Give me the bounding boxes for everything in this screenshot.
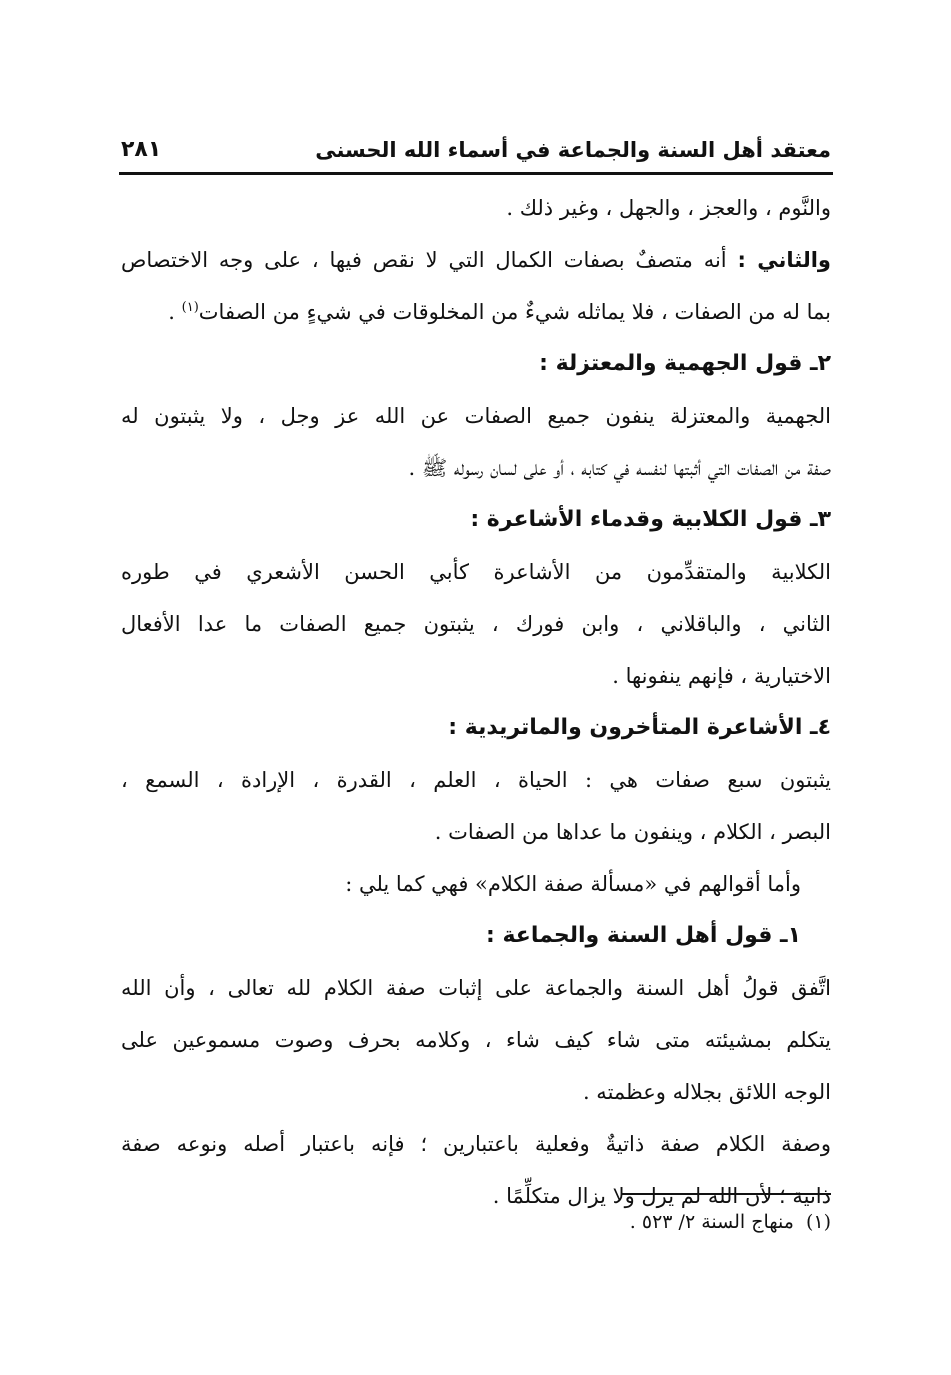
text-line: البصر ، الكلام ، وينفون ما عداها من الصفات . [434,820,831,844]
page-number: ٢٨١ [121,137,162,162]
text-line: الثاني ، والباقلاني ، وابن فورك ، يثبتون جميع الصفات ما عدا الأفعال [121,612,831,636]
text-line: الجهمية والمعتزلة ينفون جميع الصفات عن الله عز وجل ، ولا يثبتون له [121,404,831,428]
section-heading-4: ٤ـ الأشاعرة المتأخرون والماتريدية : [448,715,831,740]
footnote-reference: (١) [181,300,199,315]
footnote-mark: (١) [805,1211,831,1233]
text-line: يتكلم بمشيئته متى شاء كيف شاء ، وكلامه بحرف وصوت مسموعين على [121,1028,831,1052]
text-span: . [168,300,182,324]
running-title: معتقد أهل السنة والجماعة في أسماء الله الحسنى [315,138,831,162]
paragraph-lead: والثاني : [737,248,831,272]
text-line: الوجه اللائق بجلاله وعظمته . [582,1080,831,1104]
section-heading-3: ٣ـ قول الكلابية وقدماء الأشاعرة : [470,507,831,532]
section-heading-2: ٢ـ قول الجهمية والمعتزلة : [539,351,831,376]
text-line: وصفة الكلام صفة ذاتيةٌ وفعلية باعتبارين ؛ فإنه باعتبار أصله ونوعه صفة [121,1132,831,1156]
text-line: يثبتون سبع صفات هي : الحياة ، العلم ، القدرة ، الإرادة ، السمع ، [121,768,831,792]
section-heading-1: ١ـ قول أهل السنة والجماعة : [486,923,801,948]
text-line: صفة من الصفات التي أثبتها لنفسه في كتابه ، أو على لسان رسوله ﷺ . [408,456,831,480]
text-line [121,286,831,338]
text-line [121,234,831,286]
text-line: والنَّوم ، والعجز ، والجهل ، وغير ذلك . [506,196,831,220]
footnote-text: منهاج السنة ٢/ ٥٢٣ . [629,1211,794,1233]
text-span: أنه متصفٌ بصفات الكمال التي لا نقص فيها ، على وجه الاختصاص [121,248,738,272]
footnote [121,1202,831,1242]
text-span: بما له من الصفات ، فلا يماثله شيءٌ من المخلوقات في شيءٍ من الصفات [198,300,831,324]
main-text [121,182,831,1222]
text-line: ذاتية ؛ لأن الله لم يزل ولا يزال متكلِّمًا . [492,1184,831,1208]
header-rule [119,172,833,175]
page-header [121,118,831,162]
text-line: وأما أقوالهم في «مسألة صفة الكلام» فهي كما يلي : [345,872,801,896]
text-line: الكلابية والمتقدِّمون من الأشاعرة كأبي الحسن الأشعري في طوره [121,560,831,584]
text-line: اتَّفق قولُ أهل السنة والجماعة على إثبات صفة الكلام لله تعالى ، وأن الله [121,976,831,1000]
footnote-separator [621,1193,831,1195]
text-line: الاختيارية ، فإنهم ينفونها . [612,664,831,688]
